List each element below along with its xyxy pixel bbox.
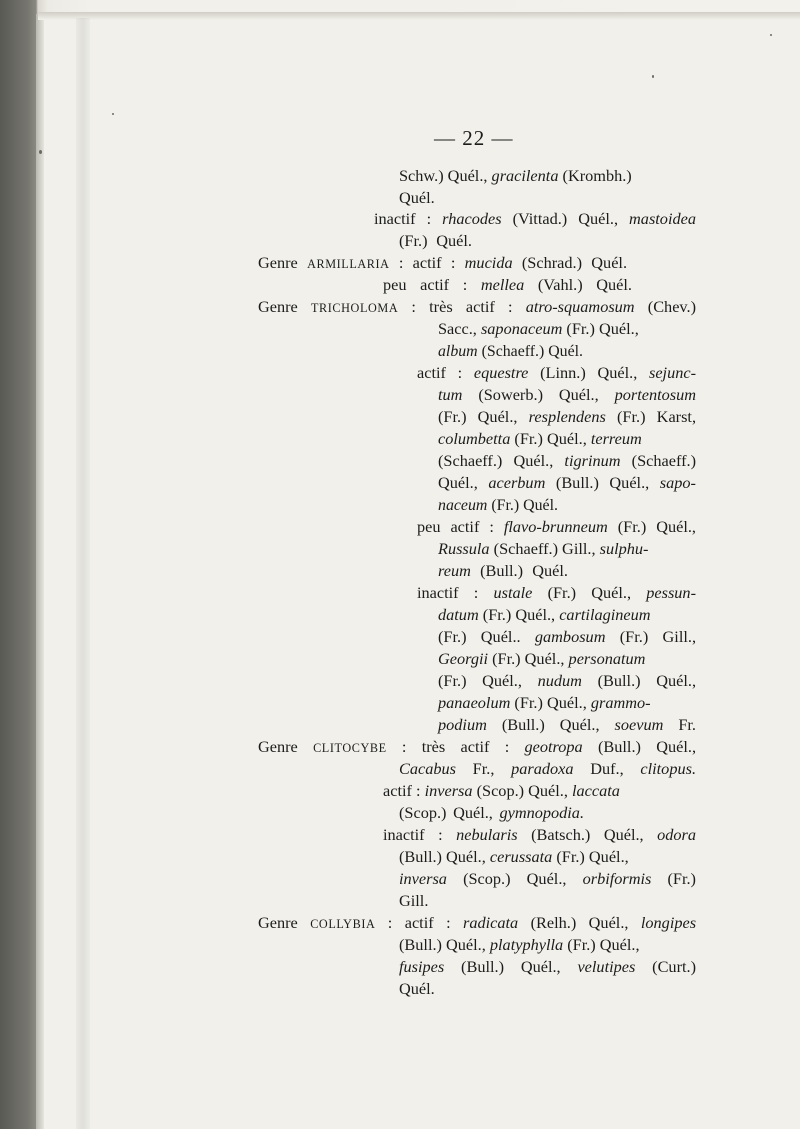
species-name: atro-squamosum: [525, 297, 635, 316]
text-run: (Curt.): [635, 957, 697, 976]
text-line: [438, 472, 696, 494]
scan-speck: [652, 75, 654, 78]
text-line: [374, 208, 696, 230]
species-name: flavo-brunneum: [503, 517, 608, 536]
species-name: columbetta: [438, 429, 511, 448]
scan-speck: [112, 113, 114, 115]
text-line: [438, 428, 642, 450]
scan-speck: [770, 34, 772, 36]
text-line: [399, 165, 632, 187]
text-line: [399, 802, 584, 824]
text-line: [399, 934, 640, 956]
text-line: [399, 956, 696, 978]
species-name: saponaceum: [480, 319, 563, 338]
species-name: gracilenta: [491, 166, 559, 185]
binding-shadow: [76, 18, 90, 1129]
genus-name: ARMILLARIA: [307, 257, 390, 271]
text-line: [438, 318, 639, 340]
text-line: [438, 538, 648, 560]
species-name: panaeolum: [438, 693, 511, 712]
species-name: gymnopodia.: [499, 803, 585, 822]
text-run: (Bull.) Quél.,: [444, 957, 578, 976]
species-name: geotropa: [524, 737, 583, 756]
text-line: [438, 714, 696, 736]
text-run: (Bull.) Quél.,: [545, 473, 660, 492]
species-name: nebularis: [456, 825, 518, 844]
text-run: (Fr.) Quél.,: [488, 649, 569, 668]
page-edge: [36, 14, 44, 1129]
species-name: sejunc-: [648, 363, 696, 382]
page-number: — 22 —: [434, 126, 514, 150]
species-name: platyphylla: [489, 935, 564, 954]
species-name: odora: [657, 825, 697, 844]
species-name: datum: [438, 605, 479, 624]
species-name: Russula: [438, 539, 490, 558]
text-line: [258, 736, 696, 759]
text-run: Quél.: [399, 188, 435, 207]
text-run: Quél.,: [438, 473, 489, 492]
species-name: fusipes: [399, 957, 445, 976]
text-run: (Relh.) Quél.,: [518, 913, 641, 932]
species-name: podium: [438, 715, 487, 734]
text-line: [438, 648, 645, 670]
text-run: (Fr.) Quél.,: [563, 935, 640, 954]
scan-speck: [39, 150, 42, 154]
text-line: [258, 912, 696, 935]
text-run: : très actif :: [398, 297, 526, 316]
text-run: (Schaeff.) Quél.,: [438, 451, 565, 470]
text-line: [383, 274, 632, 296]
text-line: [438, 670, 696, 692]
text-line: [417, 362, 696, 384]
text-run: (Fr.) Quél.,: [510, 429, 591, 448]
species-name: tigrinum: [564, 451, 621, 470]
species-name: acerbum: [488, 473, 546, 492]
text-run: (Fr.) Quél..: [438, 627, 535, 646]
text-run: (Bull.) Quél.,: [399, 935, 490, 954]
genus-name: CLITOCYBE: [313, 741, 387, 755]
text-run: (Fr.) Quél.: [487, 495, 558, 514]
species-name: clitopus.: [640, 759, 697, 778]
text-run: Gill.: [399, 891, 429, 910]
species-name: Cacabus: [399, 759, 456, 778]
text-run: (Fr.) Karst,: [605, 407, 697, 426]
text-line: [399, 187, 435, 209]
text-run: inactif :: [383, 825, 457, 844]
text-line: [438, 604, 651, 626]
species-name: sulphu-: [599, 539, 649, 558]
species-name: cerussata: [489, 847, 553, 866]
species-name: radicata: [463, 913, 519, 932]
text-run: (Linn.) Quél.,: [528, 363, 649, 382]
text-line: [438, 340, 583, 362]
text-run: (Bull.) Quél.: [470, 561, 568, 580]
species-name: soevum: [614, 715, 664, 734]
text-run: (Bull.) Quél.,: [399, 847, 490, 866]
text-run: (Chev.): [634, 297, 697, 316]
species-name: reum: [438, 561, 471, 580]
text-run: : actif :: [375, 913, 464, 932]
text-run: : très actif :: [386, 737, 525, 756]
species-name: ustale: [493, 583, 533, 602]
species-name: terreum: [590, 429, 642, 448]
text-line: [399, 890, 428, 912]
text-run: (Vahl.) Quél.: [524, 275, 632, 294]
text-run: Genre: [258, 913, 311, 932]
species-name: resplendens: [528, 407, 606, 426]
text-run: (Sowerb.) Quél.,: [462, 385, 615, 404]
species-name: cartilagineum: [559, 605, 651, 624]
text-run: Duf.,: [573, 759, 641, 778]
species-name: inversa: [424, 781, 473, 800]
text-run: Fr.: [663, 715, 697, 734]
species-name: mucida: [464, 253, 513, 272]
text-line: [438, 692, 651, 714]
text-run: : actif :: [389, 253, 465, 272]
text-line: [383, 824, 696, 846]
species-name: Georgii: [438, 649, 489, 668]
text-line: [399, 230, 472, 252]
text-run: (Bull.) Quél.,: [582, 737, 697, 756]
text-run: (Bull.) Quél.,: [581, 671, 697, 690]
text-run: Genre: [258, 253, 308, 272]
text-run: (Fr.) Quél.,: [438, 671, 538, 690]
text-line: [399, 978, 435, 1000]
text-run: (Fr.) Gill.,: [605, 627, 697, 646]
species-name: nudum: [537, 671, 582, 690]
species-name: longipes: [640, 913, 697, 932]
text-run: (Fr.) Quél.,: [510, 693, 591, 712]
text-run: Genre: [258, 297, 311, 316]
species-name: grammo-: [590, 693, 651, 712]
genus-name: COLLYBIA: [310, 917, 376, 931]
text-run: peu actif :: [383, 275, 481, 294]
text-run: (Fr.) Quél.,: [438, 407, 529, 426]
species-name: orbiformis: [582, 869, 652, 888]
text-run: Fr.,: [455, 759, 512, 778]
species-name: paradoxa: [511, 759, 574, 778]
text-line: [399, 846, 629, 868]
species-name: sapo-: [659, 473, 696, 492]
text-run: (Fr.) Quél.: [399, 231, 473, 250]
text-run: peu actif :: [417, 517, 504, 536]
text-line: [417, 582, 696, 604]
text-run: (Schrad.) Quél.: [512, 253, 628, 272]
genus-name: TRICHOLOMA: [310, 301, 399, 315]
text-line: [399, 758, 696, 780]
text-run: (Bull.) Quél.,: [486, 715, 615, 734]
text-run: (Fr.) Quél.,: [607, 517, 696, 536]
species-name: laccata: [572, 781, 620, 800]
text-run: (Schaeff.) Quél.: [477, 341, 584, 360]
text-run: inactif :: [374, 209, 443, 228]
text-run: (Scop.) Quél.,: [446, 869, 583, 888]
text-run: Schw.) Quél.,: [399, 166, 492, 185]
text-run: Quél.: [399, 979, 435, 998]
text-line: [417, 516, 696, 538]
species-name: portentosum: [614, 385, 697, 404]
text-line: [438, 406, 696, 428]
text-run: (Schaeff.) Gill.,: [489, 539, 600, 558]
text-run: inactif :: [417, 583, 494, 602]
species-name: album: [438, 341, 478, 360]
text-line: [399, 868, 696, 890]
text-line: [438, 494, 558, 516]
species-name: velutipes: [577, 957, 636, 976]
species-name: personatum: [568, 649, 646, 668]
text-line: [438, 384, 696, 406]
text-run: (Fr.) Quél.,: [552, 847, 629, 866]
text-line: [438, 450, 696, 472]
species-name: tum: [438, 385, 463, 404]
page-top-edge: [38, 12, 800, 20]
text-run: actif :: [417, 363, 474, 382]
species-name: pessun-: [646, 583, 696, 602]
text-run: actif :: [383, 781, 425, 800]
species-name: equestre: [473, 363, 529, 382]
species-name: mellea: [480, 275, 525, 294]
text-line: [258, 252, 627, 275]
text-run: (Fr.): [651, 869, 696, 888]
text-run: (Krombh.): [558, 166, 632, 185]
text-run: (Scop.) Quél.,: [399, 803, 500, 822]
text-run: (Scop.) Quél.,: [472, 781, 573, 800]
text-run: Sacc.,: [438, 319, 481, 338]
species-name: naceum: [438, 495, 488, 514]
text-run: (Schaeff.): [620, 451, 696, 470]
species-name: gambosum: [534, 627, 606, 646]
text-run: (Fr.) Quél.,: [478, 605, 560, 624]
text-run: (Fr.) Quél.,: [562, 319, 639, 338]
text-run: (Vittad.) Quél.,: [501, 209, 630, 228]
text-run: (Batsch.) Quél.,: [517, 825, 658, 844]
text-run: Genre: [258, 737, 314, 756]
species-name: mastoidea: [629, 209, 696, 228]
text-line: [438, 560, 568, 582]
text-line: [438, 626, 696, 648]
species-name: rhacodes: [442, 209, 502, 228]
text-line: [383, 780, 620, 802]
text-run: (Fr.) Quél.,: [532, 583, 647, 602]
species-name: inversa: [399, 869, 447, 888]
text-line: [258, 296, 696, 319]
